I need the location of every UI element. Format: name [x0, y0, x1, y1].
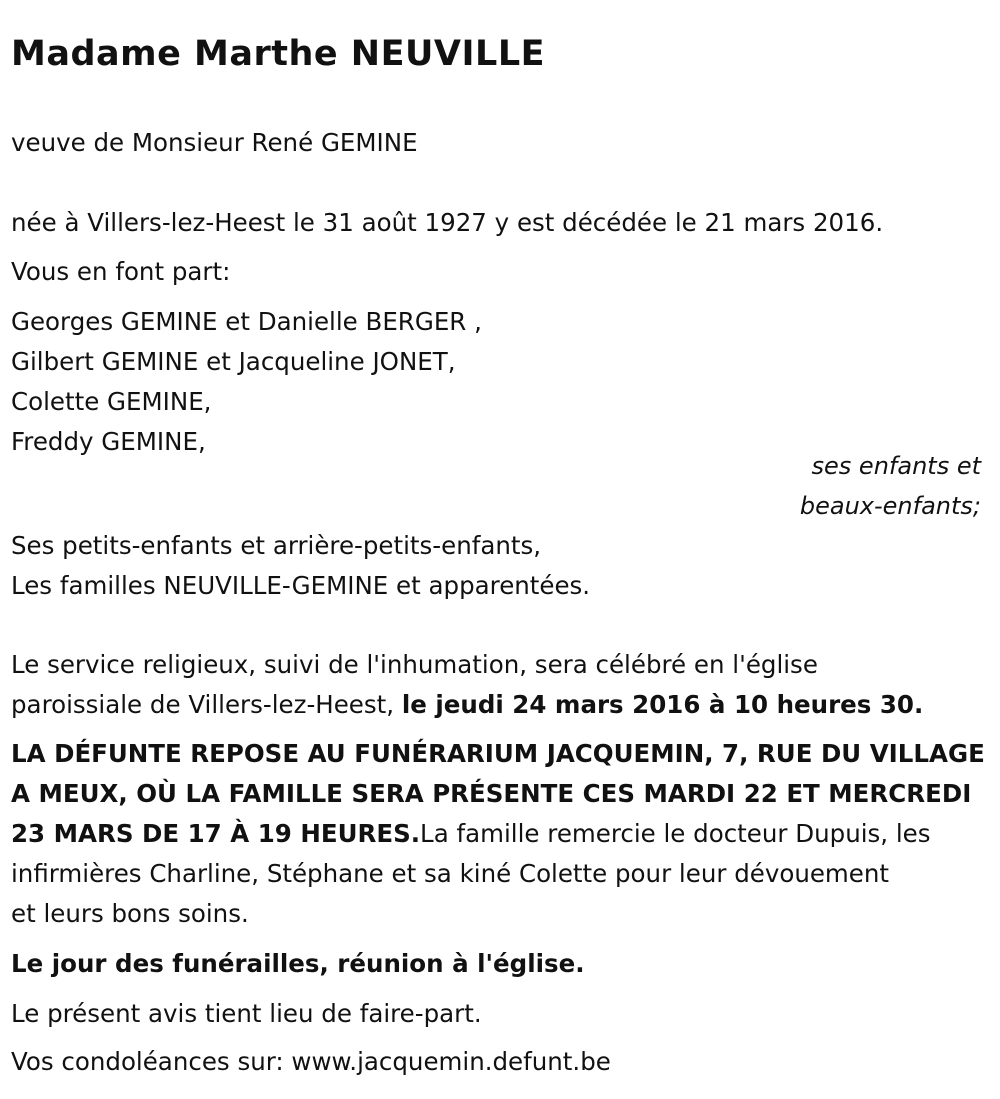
- thanks-line-3: et leurs bons soins.: [11, 899, 249, 928]
- service-line-2: [11, 685, 923, 725]
- funerarium-hours: 23 MARS DE 17 À 19 HEURES.: [11, 819, 421, 848]
- grandchildren: Ses petits-enfants et arrière-petits-enfants,: [11, 531, 542, 560]
- birth-death: née à Villers-lez-Heest le 31 août 1927 y est décédée le 21 mars 2016.: [11, 208, 884, 237]
- children-label-2: beaux-enfants;: [799, 492, 981, 520]
- notice: Le présent avis tient lieu de faire-part.: [11, 999, 482, 1028]
- thanks-start: La famille remercie le docteur Dupuis, les: [420, 819, 931, 848]
- page-title: Madame Marthe NEUVILLE: [11, 34, 546, 74]
- service-place: paroissiale de Villers-lez-Heest,: [11, 690, 402, 719]
- family-member: Colette GEMINE,: [11, 387, 212, 416]
- service-line-1: Le service religieux, suivi de l'inhumation, sera célébré en l'église: [11, 650, 818, 679]
- condolences: Vos condoléances sur: www.jacquemin.defunt.be: [11, 1047, 611, 1076]
- family-member: Gilbert GEMINE et Jacqueline JONET,: [11, 347, 456, 376]
- family-member: Georges GEMINE et Danielle BERGER ,: [11, 307, 482, 336]
- funerarium-line-3: [11, 814, 931, 854]
- service-date: le jeudi 24 mars 2016 à 10 heures 30.: [401, 690, 924, 719]
- family-member: Freddy GEMINE,: [11, 427, 206, 456]
- thanks-line-2: infirmières Charline, Stéphane et sa kiné Colette pour leur dévouement: [11, 859, 889, 888]
- families: Les familles NEUVILLE-GEMINE et apparentées.: [11, 571, 591, 600]
- announce: Vous en font part:: [11, 257, 231, 286]
- funerarium-line-2: A MEUX, OÙ LA FAMILLE SERA PRÉSENTE CES MARDI 22 ET MERCREDI: [11, 779, 972, 808]
- funerarium-line-1: LA DÉFUNTE REPOSE AU FUNÉRARIUM JACQUEMIN, 7, RUE DU VILLAGE: [11, 739, 985, 768]
- meeting-note: Le jour des funérailles, réunion à l'église.: [11, 949, 585, 978]
- children-label-1: ses enfants et: [811, 452, 981, 480]
- widow-of: veuve de Monsieur René GEMINE: [11, 128, 418, 157]
